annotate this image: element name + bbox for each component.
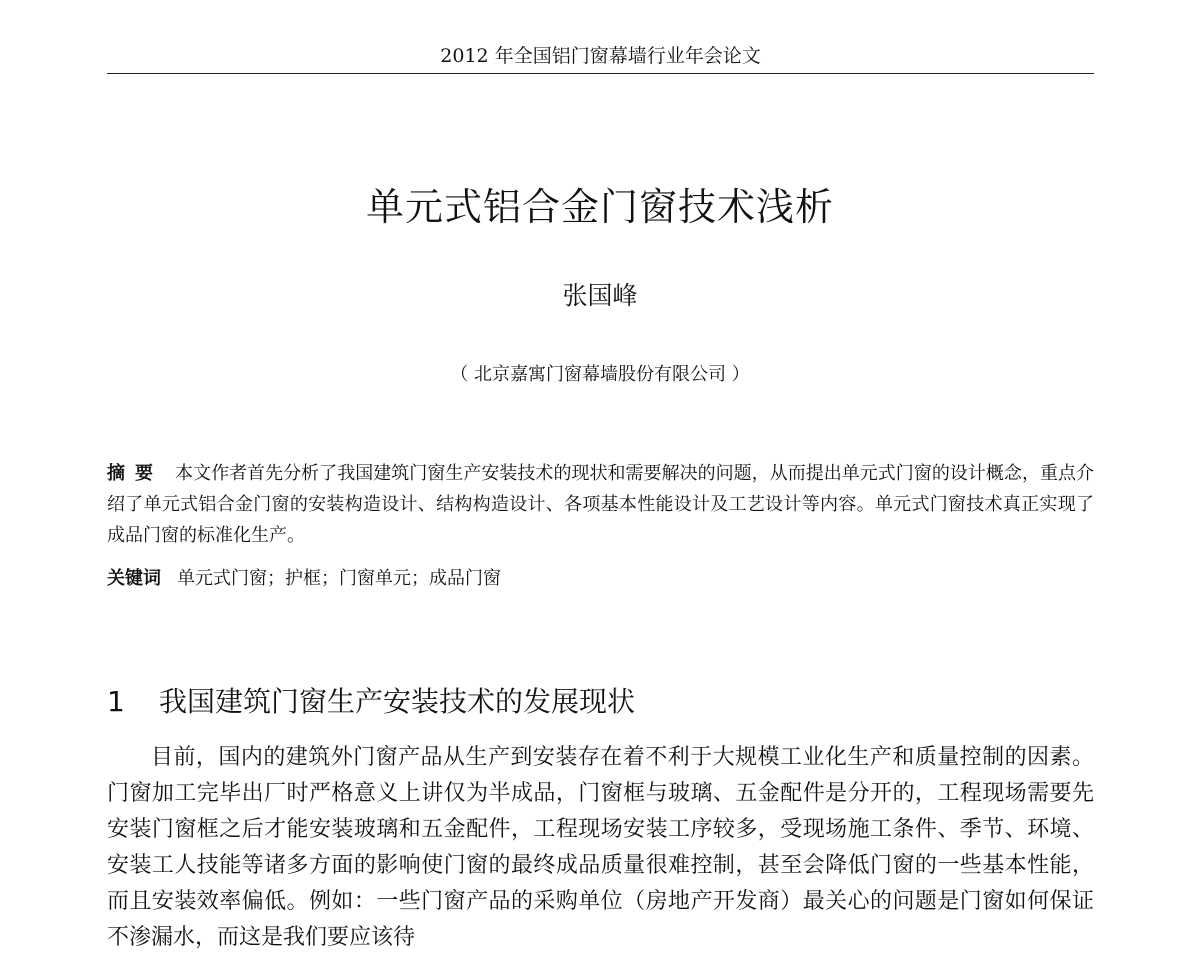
keywords xyxy=(107,566,1094,592)
author-name: 张国峰 xyxy=(562,281,638,310)
author-affiliation: （ 北京嘉寓门窗幕墙股份有限公司 ） xyxy=(450,364,750,385)
section-number: 1 xyxy=(107,685,125,718)
running-header: 2012 年全国铝门窗幕墙行业年会论文 xyxy=(440,45,761,67)
abstract-text: 本文作者首先分析了我国建筑门窗生产安装技术的现状和需要解决的问题，从而提出单元式门窗的设计概念，重点介绍了单元式铝合金门窗的安装构造设计、结构构造设计、各项基本性能设计及工艺设计等内容。单元式门窗技术真正实现了成品门窗的标准化生产。 xyxy=(107,463,1095,546)
paper-title: 单元式铝合金门窗技术浅析 xyxy=(365,185,834,229)
body-paragraph: 目前，国内的建筑外门窗产品从生产到安装存在着不利于大规模工业化生产和质量控制的因素。门窗加工完毕出厂时严格意义上讲仅为半成品，门窗框与玻璃、五金配件是分开的，工程现场需要先安装门窗框之后才能安装玻璃和五金配件，工程现场安装工序较多，受现场施工条件、季节、环境、安装工人技能等诸多方面的影响使门窗的最终成品质量很难控制，甚至会降低门窗的一些基本性能，而且安装效率偏低。例如：一些门窗产品的采购单位（房地产开发商）最关心的问题是门窗如何保证不渗漏水，而这是我们要应该待 xyxy=(107,745,1094,950)
section-title: 我国建筑门窗生产安装技术的发展现状 xyxy=(159,685,636,718)
abstract xyxy=(107,458,1094,551)
section-heading xyxy=(107,683,1094,721)
keywords-label: 关键词 xyxy=(107,568,161,589)
header-divider xyxy=(107,73,1094,74)
abstract-label: 摘要 xyxy=(107,463,164,484)
keywords-text: 单元式门窗；护框；门窗单元；成品门窗 xyxy=(177,568,501,589)
